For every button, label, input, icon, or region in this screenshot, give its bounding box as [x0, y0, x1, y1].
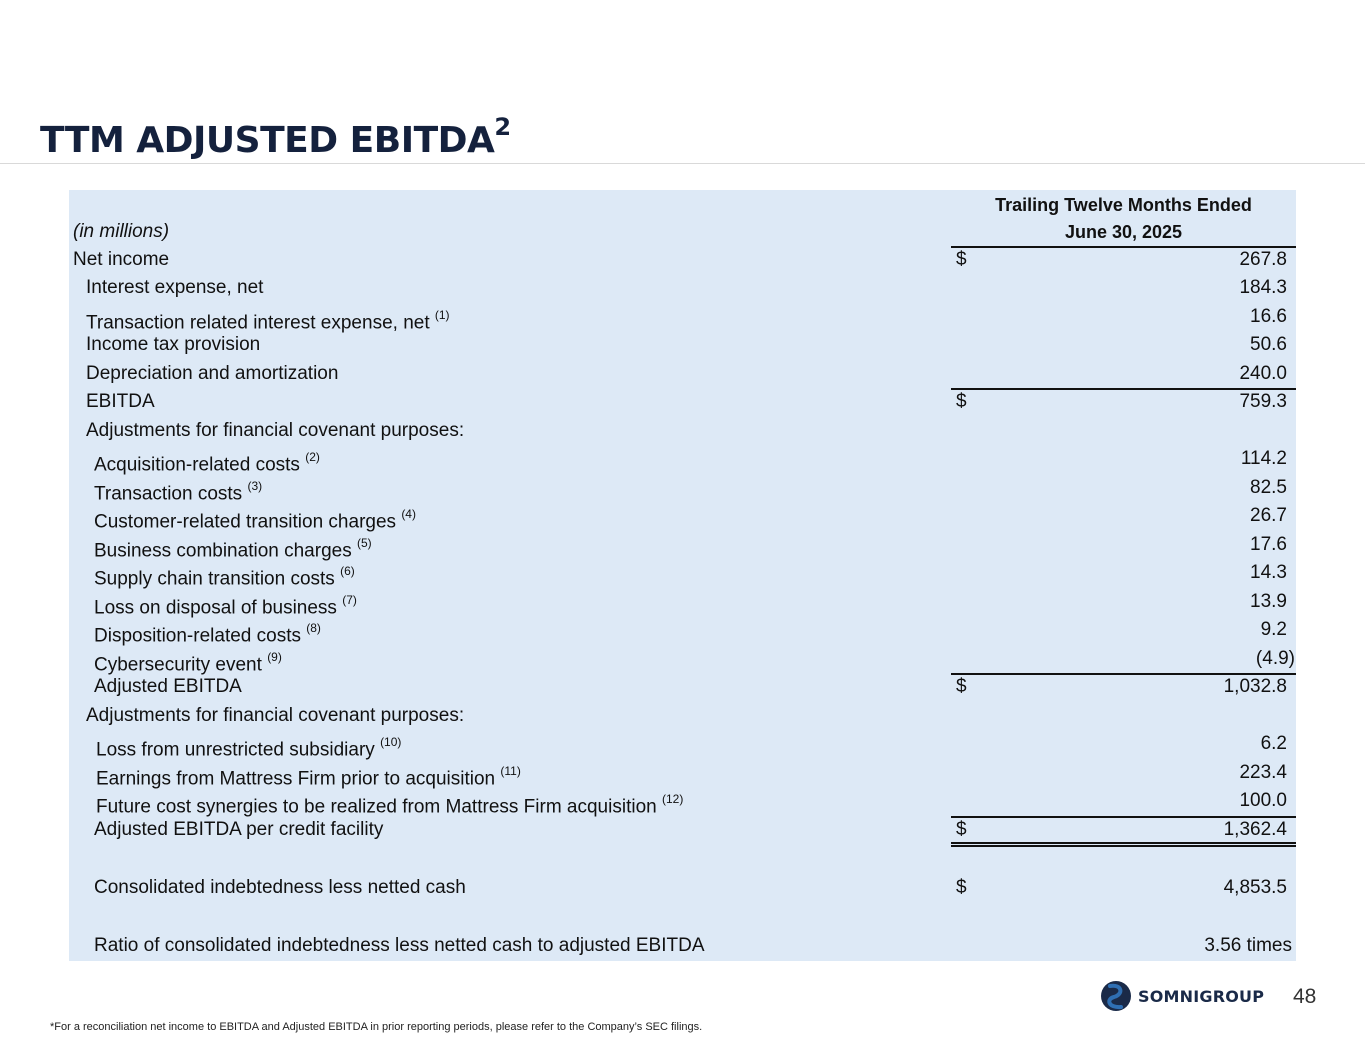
row-label: Interest expense, net — [86, 277, 264, 298]
row-value: 16.6 — [1250, 306, 1287, 327]
table-row — [69, 474, 1296, 505]
dollar-sign: $ — [956, 249, 967, 270]
footnote-ref: (12) — [662, 792, 684, 806]
row-value: 759.3 — [1239, 391, 1287, 412]
table-row-indebtedness — [69, 874, 1296, 902]
table-row — [69, 303, 1296, 334]
footnote-ref: (4) — [401, 507, 416, 521]
footnote-ref: (6) — [340, 564, 355, 578]
dollar-sign: $ — [956, 391, 967, 412]
row-value: 100.0 — [1239, 790, 1287, 811]
row-label: Ratio of consolidated indebtedness less netted cash to adjusted EBITDA — [94, 935, 705, 956]
row-label: Acquisition-related costs $^{(2)}$ — [94, 450, 320, 476]
row-label: Adjusted EBITDA per credit facility — [94, 819, 384, 840]
title-divider — [0, 163, 1365, 164]
row-label: Adjusted EBITDA — [94, 676, 242, 697]
row-value: 6.2 — [1260, 733, 1287, 754]
row-label: Earnings from Mattress Firm prior to acquisition $^{(11)}$ — [96, 764, 521, 790]
row-label: Transaction related interest expense, net $^{(1)}$ — [86, 308, 450, 334]
table-row — [69, 787, 1296, 818]
row-label: Adjustments for financial covenant purposes: — [86, 705, 465, 726]
row-value: 13.9 — [1250, 591, 1287, 612]
row-label: Depreciation and amortization — [86, 363, 339, 384]
somnigroup-logo-icon — [1100, 976, 1132, 1016]
row-label: Supply chain transition costs $^{(6)}$ — [94, 564, 355, 590]
row-value: 4,853.5 — [1223, 877, 1287, 898]
footnote-ref: (11) — [500, 764, 521, 778]
dollar-sign: $ — [956, 819, 967, 840]
row-value: 14.3 — [1250, 562, 1287, 583]
table-row — [69, 360, 1296, 388]
row-label: EBITDA — [86, 391, 155, 412]
footnote-ref: (9) — [267, 650, 282, 664]
row-label: Disposition-related costs $^{(8)}$ — [94, 621, 321, 647]
table-row-section — [69, 417, 1296, 445]
footnote-ref: (1) — [434, 308, 450, 322]
row-value: 184.3 — [1239, 277, 1287, 298]
table-row-adjusted-ebitda — [69, 673, 1296, 701]
table-row — [69, 645, 1296, 676]
row-label: Customer-related transition charges $^{(4)}$ — [94, 507, 416, 533]
company-logo — [1100, 976, 1264, 1016]
table-row — [69, 759, 1296, 790]
row-value: 17.6 — [1250, 534, 1287, 555]
footnote-ref: (7) — [342, 593, 357, 607]
footnote-ref: (2) — [305, 450, 320, 464]
row-label: Consolidated indebtedness less netted cash — [94, 877, 466, 898]
title-superscript: 2 — [494, 113, 511, 141]
row-value: 240.0 — [1239, 363, 1287, 384]
footnote-ref: (5) — [356, 536, 372, 550]
row-label: Cybersecurity event $^{(9)}$ — [94, 650, 282, 676]
row-label: Business combination charges $^{(5)}$ — [94, 536, 372, 562]
table-row — [69, 559, 1296, 590]
row-label: Loss on disposal of business $^{(7)}$ — [94, 593, 357, 619]
column-header-line2: June 30, 2025 — [1064, 222, 1183, 242]
table-row — [69, 331, 1296, 359]
row-value: (4.9) — [1255, 648, 1295, 669]
table-row — [69, 616, 1296, 647]
row-value: 82.5 — [1250, 477, 1287, 498]
ebitda-table — [69, 190, 1296, 961]
row-value: 1,032.8 — [1223, 676, 1287, 697]
unit-label: (in millions) — [73, 221, 170, 242]
row-value: 3.56 times — [1204, 935, 1292, 956]
table-row — [69, 502, 1296, 533]
row-value: 26.7 — [1250, 505, 1287, 526]
row-label: Transaction costs $^{(3)}$ — [94, 479, 263, 505]
row-label: Income tax provision — [86, 334, 261, 355]
row-label: Net income — [73, 249, 170, 270]
table-row-ebitda — [69, 388, 1296, 416]
row-value: 50.6 — [1250, 334, 1287, 355]
table-row — [69, 445, 1296, 476]
table-row — [69, 588, 1296, 619]
table-row — [69, 531, 1296, 562]
logo-text: SOMNIGROUP — [1138, 986, 1265, 1006]
table-row-net-income — [69, 246, 1296, 274]
page-title: TTM ADJUSTED EBITDA$^2$ — [40, 113, 511, 161]
row-value: 1,362.4 — [1223, 819, 1287, 840]
row-label: Loss from unrestricted subsidiary $^{(10)}$ — [96, 735, 402, 761]
dollar-sign: $ — [956, 877, 967, 898]
table-row-credit-facility-total — [69, 816, 1296, 844]
table-row — [69, 274, 1296, 302]
table-row-section — [69, 702, 1296, 730]
footnote-ref: (3) — [247, 479, 263, 493]
page-number: 48 — [1293, 985, 1317, 1008]
column-header-line1: Trailing Twelve Months Ended — [995, 195, 1252, 215]
row-label: Adjustments for financial covenant purposes: — [86, 420, 465, 441]
dollar-sign: $ — [956, 676, 967, 697]
footnote: *For a reconciliation net income to EBITDA and Adjusted EBITDA in prior reporting periods, please refer to the Company’s SEC filings. — [50, 1021, 703, 1033]
row-value: 114.2 — [1240, 448, 1287, 469]
row-value: 9.2 — [1260, 619, 1287, 640]
row-value: 223.4 — [1239, 762, 1287, 783]
footnote-ref: (10) — [380, 735, 402, 749]
table-row — [69, 730, 1296, 761]
table-row-leverage-ratio — [69, 932, 1296, 960]
row-value: 267.8 — [1239, 249, 1287, 270]
footnote-ref: (8) — [306, 621, 321, 635]
row-label: Future cost synergies to be realized from Mattress Firm acquisition $^{(12)}$ — [96, 792, 684, 818]
